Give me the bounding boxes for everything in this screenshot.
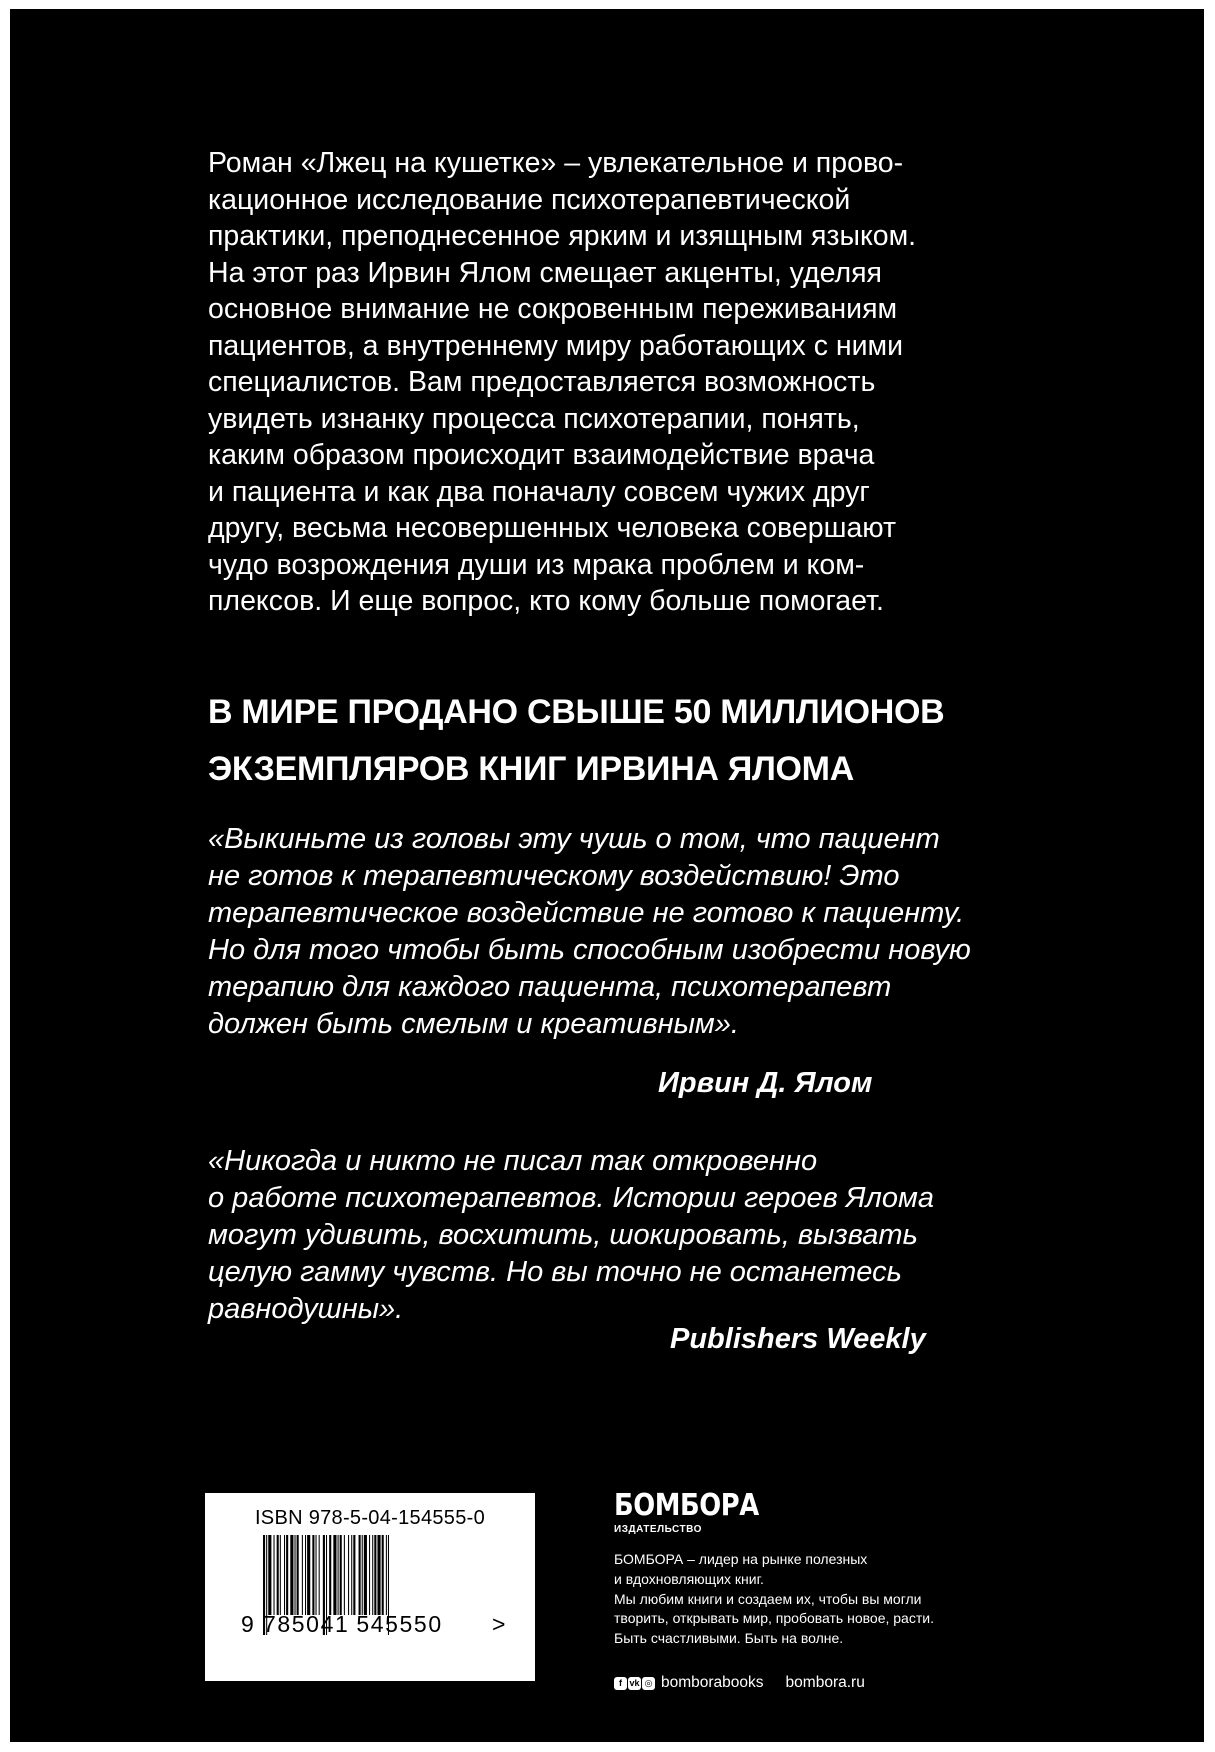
- isbn-label: ISBN 978-5-04-154555-0: [254, 1507, 486, 1529]
- headline-line: ЭКЗЕМПЛЯРОВ КНИГ ИРВИНА ЯЛОМА: [208, 750, 854, 788]
- barcode-bar: [338, 1535, 339, 1615]
- barcode-bar: [268, 1535, 271, 1615]
- barcode-bar: [329, 1535, 331, 1615]
- publisher-block: [614, 1488, 1014, 1691]
- barcode-bar: [374, 1535, 376, 1615]
- annotation-line: каким образом происходит взаимодействие врача: [208, 439, 875, 471]
- quote-line: терапию для каждого пациента, психотерапевт: [208, 971, 892, 1003]
- social-handle: bomborabooks: [661, 1674, 764, 1691]
- headline-line: В МИРЕ ПРОДАНО СВЫШЕ 50 МИЛЛИОНОВ: [208, 693, 945, 731]
- vk-icon: vk: [629, 1677, 640, 1688]
- barcode-digits: [263, 1611, 443, 1638]
- barcode-lead-digit: 9: [241, 1611, 254, 1637]
- barcode-bar: [362, 1535, 363, 1615]
- facebook-icon: f: [614, 1677, 627, 1690]
- publisher-description-line: БОМБОРА – лидер на рынке полезных: [614, 1551, 868, 1567]
- publisher-description-line: творить, открывать мир, пробовать новое, расти.: [614, 1610, 934, 1627]
- publisher-description-line: Мы любим книги и создаем их, чтобы вы могли: [614, 1590, 922, 1607]
- book-annotation: [208, 145, 1008, 620]
- barcode-bar: [364, 1535, 367, 1615]
- quote-line: о работе психотерапевтов. Истории героев Ялома: [208, 1182, 935, 1214]
- publisher-description-line: Быть счастливыми. Быть на волне.: [614, 1630, 844, 1647]
- annotation-line: Роман «Лжец на кушетке» – увлекательное и прово-: [208, 147, 904, 179]
- book-back-cover: [10, 9, 1204, 1742]
- quote-line: целую гамму чувств. Но вы точно не останетесь: [208, 1256, 902, 1288]
- barcode-bar: [377, 1535, 380, 1615]
- annotation-line: практики, преподнесенное ярким и изящным языком.: [208, 220, 917, 252]
- quote-line: должен быть смелым и креативным».: [208, 1008, 739, 1040]
- barcode-bar: [297, 1535, 299, 1615]
- quote-line: равнодушны».: [208, 1293, 404, 1325]
- barcode-bar: [307, 1535, 310, 1615]
- barcode-bar: [333, 1535, 336, 1615]
- social-links: [614, 1674, 865, 1692]
- barcode-bar: [274, 1535, 275, 1615]
- barcode-bar: [348, 1535, 349, 1615]
- annotation-line: плексов. И еще вопрос, кто кому больше помогает.: [208, 585, 884, 617]
- annotation-line: кационное исследование психотерапевтической: [208, 183, 851, 216]
- barcode-bar: [382, 1535, 384, 1615]
- press-quote: [208, 1143, 1028, 1328]
- barcode-bar: [344, 1535, 345, 1615]
- publisher-description-line: и вдохновляющих книг.: [614, 1570, 764, 1587]
- isbn-barcode-panel: [205, 1493, 535, 1681]
- quote-line: «Никогда и никто не писал так откровенно: [208, 1145, 818, 1177]
- barcode-bar: [284, 1535, 285, 1615]
- quote-line: могут удивить, восхитить, шокировать, вызвать: [208, 1219, 918, 1251]
- publisher-description: [614, 1550, 1014, 1649]
- press-quote-attribution: Publishers Weekly: [670, 1323, 926, 1355]
- barcode-bar: [280, 1535, 281, 1615]
- barcode-bar: [277, 1535, 279, 1615]
- barcode-bar: [319, 1535, 320, 1615]
- quote-line: «Выкиньте из головы эту чушь о том, что пациент: [208, 823, 940, 855]
- annotation-line: специалистов. Вам предоставляется возможность: [208, 366, 876, 398]
- annotation-line: увидеть изнанку процесса психотерапии, понять,: [208, 402, 860, 435]
- quote-line: не готов к терапевтическому воздействию! Это: [208, 860, 900, 892]
- author-quote-attribution: Ирвин Д. Ялом: [658, 1067, 873, 1099]
- barcode-bar: [312, 1535, 314, 1615]
- barcode-digit-group: 785041: [263, 1611, 350, 1637]
- author-quote: [208, 821, 1028, 1043]
- annotation-line: другу, весьма несовершенных человека совершают: [208, 512, 897, 544]
- barcode-digit-group: 545550: [356, 1611, 443, 1637]
- barcode-bar: [372, 1535, 373, 1615]
- barcode-bar: [290, 1535, 293, 1615]
- publisher-logo: БОМБОРА: [614, 1488, 759, 1523]
- annotation-line: пациентов, а внутреннему миру работающих с ними: [208, 329, 904, 362]
- publisher-logo-subtitle: ИЗДАТЕЛЬСТВО: [614, 1524, 702, 1535]
- barcode-bar: [353, 1535, 355, 1615]
- barcode-bar: [316, 1535, 317, 1615]
- barcode-bar: [351, 1535, 352, 1615]
- barcode-bar: [295, 1535, 296, 1615]
- annotation-line: чудо возрождения души из мрака проблем и ком-: [208, 548, 865, 581]
- barcode-trail-mark: >: [492, 1611, 506, 1637]
- barcode-bar: [340, 1535, 342, 1615]
- barcode-bar: [286, 1535, 288, 1615]
- barcode-bar: [305, 1535, 306, 1615]
- instagram-icon: ◎: [642, 1677, 655, 1690]
- barcode-bar: [369, 1535, 370, 1615]
- annotation-line: и пациента и как два поначалу совсем чужих друг: [208, 475, 870, 508]
- sales-headline: [208, 684, 1068, 798]
- barcode-bar: [386, 1535, 387, 1615]
- annotation-line: На этот раз Ирвин Ялом смещает акценты, уделяя: [208, 256, 882, 289]
- barcode-bar: [359, 1535, 361, 1615]
- publisher-website: bombora.ru: [785, 1674, 865, 1691]
- barcode-bar: [302, 1535, 303, 1615]
- quote-line: терапевтическое воздействие не готово к пациенту.: [208, 897, 965, 929]
- quote-line: Но для того чтобы быть способным изобрести новую: [208, 934, 971, 966]
- annotation-line: основное внимание не сокровенным переживаниям: [208, 293, 898, 325]
